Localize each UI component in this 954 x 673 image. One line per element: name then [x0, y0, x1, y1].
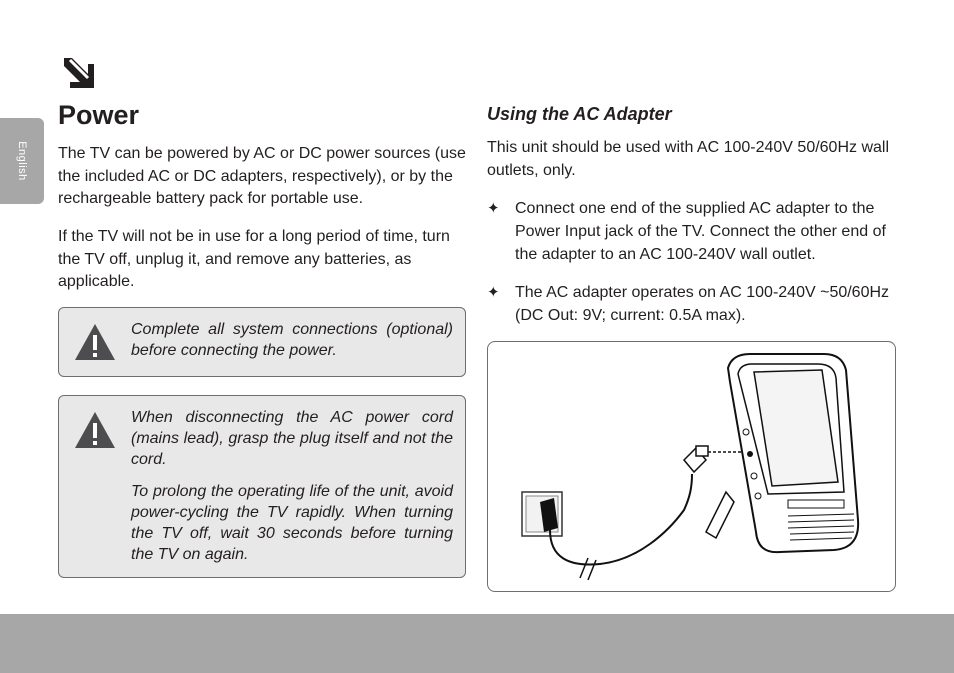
- list-item-text: Connect one end of the supplied AC adapter to the Power Input jack of the TV. Connect the other end of the adapter to an AC 100-240V wall outlet.: [515, 200, 886, 263]
- warning-icon: [73, 410, 117, 450]
- usage-paragraph: If the TV will not be in use for a long period of time, turn the TV off, unplug it, and remove any batteries, as applicable.: [58, 228, 450, 290]
- bullet-star-icon: ✦: [487, 284, 500, 301]
- note-text: To prolong the operating life of the unit, avoid power-cycling the TV rapidly. When turning the TV off, wait 30 seconds before turning the TV on again.: [131, 483, 453, 563]
- note-text: Complete all system connections (optional) before connecting the power.: [131, 321, 453, 359]
- footer-bar: [0, 614, 954, 673]
- adapter-intro: This unit should be used with AC 100-240V 50/60Hz wall outlets, only.: [487, 139, 890, 179]
- dc-plug-icon: [684, 446, 742, 472]
- tv-adapter-drawing: [488, 342, 896, 592]
- note-box-power-cord: [58, 395, 466, 578]
- adapter-illustration: [487, 341, 896, 592]
- note-box-connections: [58, 307, 466, 377]
- language-tab-label: English: [16, 141, 28, 181]
- warning-icon: [73, 322, 117, 362]
- page-title: Power: [58, 100, 140, 130]
- note-text: When disconnecting the AC power cord (mains lead), grasp the plug itself and not the cord.: [131, 409, 453, 468]
- intro-paragraph: The TV can be powered by AC or DC power sources (use the included AC or DC adapters, respectively), or by the rechargeable battery pack for portable use.: [58, 145, 466, 207]
- section-subtitle: Using the AC Adapter: [487, 104, 672, 124]
- arrow-down-right-icon: [58, 52, 98, 92]
- bullet-star-icon: ✦: [487, 200, 500, 217]
- list-item-text: The AC adapter operates on AC 100-240V ~50/60Hz (DC Out: 9V; current: 0.5A max).: [515, 284, 890, 324]
- portable-tv-icon: [728, 354, 858, 552]
- language-tab[interactable]: [0, 118, 44, 204]
